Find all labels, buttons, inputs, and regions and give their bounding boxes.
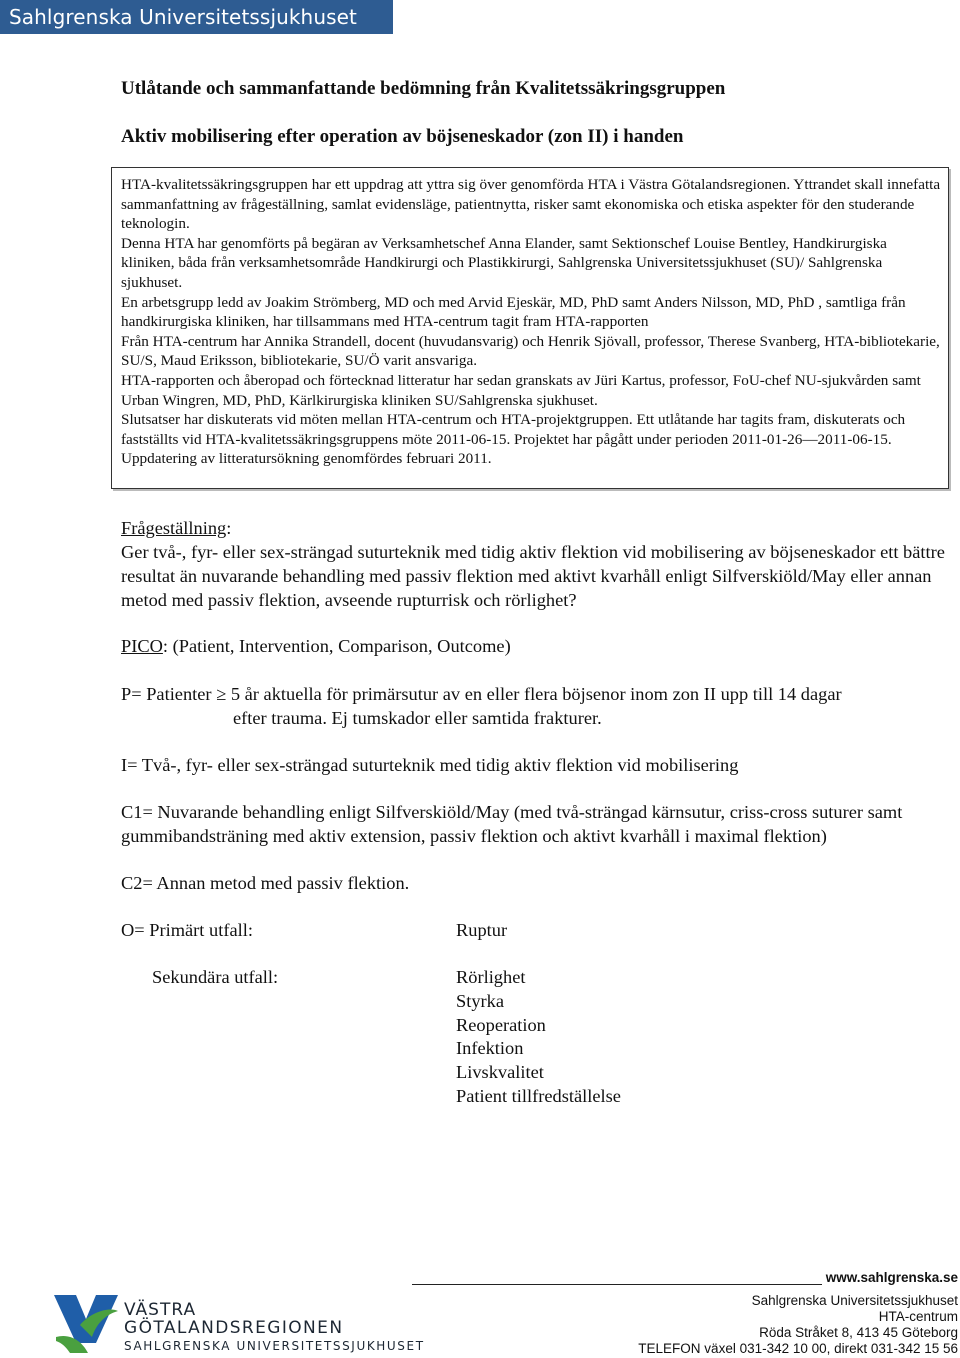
pico-outcome-secondary-list: [456, 966, 621, 1109]
list-item: Patient tillfredställelse: [456, 1085, 621, 1106]
footer-address: [638, 1293, 958, 1357]
info-paragraph: Slutsatser har diskuterats vid möten mellan HTA-centrum och HTA-projektgruppen. Ett utlåtande har tagits fram, diskuterats och fastställts vid HTA-kvalitetssäkringsgruppens möte 2011-06-15. Projektet har pågått under perioden 2011-01-26—2011-06-15. Uppdatering av litteratursökning genomfördes februari 2011.: [121, 411, 906, 468]
list-item: Rörlighet: [456, 967, 526, 987]
pico-outcome-primary-label: O= Primärt utfall:: [121, 920, 253, 940]
footer-address-line: Sahlgrenska Universitetssjukhuset: [751, 1293, 958, 1308]
question-heading: [121, 517, 231, 541]
info-box-text: [121, 175, 941, 469]
info-paragraph: Från HTA-centrum har Annika Strandell, docent (huvudansvarig) och Henrik Sjövall, professor, Therese Svanberg, HTA-bibliotekarie, SU/S, Maud Eriksson, bibliotekarie, SU/Ö varit ansvariga.: [121, 332, 940, 370]
question-colon: :: [226, 518, 232, 538]
footer-address-line: HTA-centrum: [878, 1309, 958, 1324]
logo-text-line1: VÄSTRA: [124, 1300, 197, 1320]
list-item: Reoperation: [456, 1014, 546, 1035]
footer-address-line: Röda Stråket 8, 413 45 Göteborg: [759, 1325, 958, 1340]
list-item: Livskvalitet: [456, 1062, 544, 1083]
logo-text-line2: GÖTALANDSREGIONEN: [124, 1318, 344, 1338]
logo-text-line3: SAHLGRENSKA UNIVERSITETSSJUKHUSET: [124, 1339, 425, 1353]
pico-comparison-2: C2= Annan metod med passiv flektion.: [121, 873, 410, 893]
footer-divider: [412, 1284, 822, 1285]
document-subtitle: Aktiv mobilisering efter operation av böjseneskador (zon II) i handen: [121, 126, 684, 147]
pico-patient: [121, 683, 951, 731]
pico-heading: [121, 635, 511, 659]
document-title: Utlåtande och sammanfattande bedömning från Kvalitetssäkringsgruppen: [121, 78, 726, 99]
pico-outcome-secondary-label: Sekundära utfall:: [152, 967, 279, 987]
pico-patient-line1: P= Patienter ≥ 5 år aktuella för primärsutur av en eller flera böjsenor inom zon II upp till 14 dagar: [121, 684, 842, 704]
pico-label: PICO: [121, 636, 163, 656]
info-paragraph: Denna HTA har genomförts på begäran av Verksamhetschef Anna Elander, samt Sektionschef Louise Bentley, Handkirurgiska kliniken, båda från verksamhetsområde Handkirurgi och Plastikkirurgi, Sahlgrenska Universitetssjukhuset (SU)/ Sahlgrenska sjukhuset.: [121, 234, 887, 291]
header-brand-bar: Sahlgrenska Universitetssjukhuset: [0, 0, 393, 34]
info-paragraph: En arbetsgrupp ledd av Joakim Strömberg, MD och med Arvid Ejeskär, MD, PhD samt Anders Nilsson, MD, PhD , samtliga från handkirurgiska kliniken, har tillsammans med HTA-centrum tagit fram HTA-rapporten: [121, 293, 906, 331]
question-label: Frågeställning: [121, 518, 227, 538]
question-text: Ger två-, fyr- eller sex-strängad suturteknik med tidig aktiv flektion vid mobilisering av böjseneskador ett bättre resultat än nuvarande behandling med passiv flektion med aktivt kvarhåll enligt Silfverskiöld/May eller annan metod med passiv flektion, avseende rupturrisk och rörlighet?: [121, 542, 945, 610]
list-item: Styrka: [456, 990, 505, 1011]
pico-comparison-1: C1= Nuvarande behandling enligt Silfverskiöld/May (med två-strängad kärnsutur, criss-cross suturer samt gummibandsträning med aktiv extension, passiv flektion och aktivt kvarhåll i maximal flektion): [121, 802, 903, 846]
pico-patient-line2: efter trauma. Ej tumskador eller samtida frakturer.: [233, 707, 602, 728]
pico-description: : (Patient, Intervention, Comparison, Outcome): [162, 636, 511, 656]
list-item: Infektion: [456, 1038, 524, 1059]
footer-website[interactable]: www.sahlgrenska.se: [825, 1270, 958, 1285]
info-paragraph: HTA-kvalitetssäkringsgruppen har ett uppdrag att yttra sig över genomförda HTA i Västra Götalandsregionen. Yttrandet skall innefatta sammanfattning av frågeställning, samlat evidensläge, patientnytta, risker samt ekonomiska och etiska aspekter för den studerande teknologin.: [121, 176, 941, 233]
info-paragraph: HTA-rapporten och åberopad och förtecknad litteratur har sedan granskats av Jüri Kartus, professor, FoU-chef NU-sjukvården samt Urban Wingren, MD, PhD, Kärlkirurgiska kliniken SU/Sahlgrenska sjukhuset.: [121, 371, 921, 409]
pico-intervention: I= Två-, fyr- eller sex-strängad suturteknik med tidig aktiv flektion vid mobilisering: [121, 755, 739, 775]
pico-outcome-primary: Ruptur: [456, 920, 508, 940]
footer-address-line: TELEFON växel 031-342 10 00, direkt 031-342 15 56: [638, 1341, 958, 1356]
